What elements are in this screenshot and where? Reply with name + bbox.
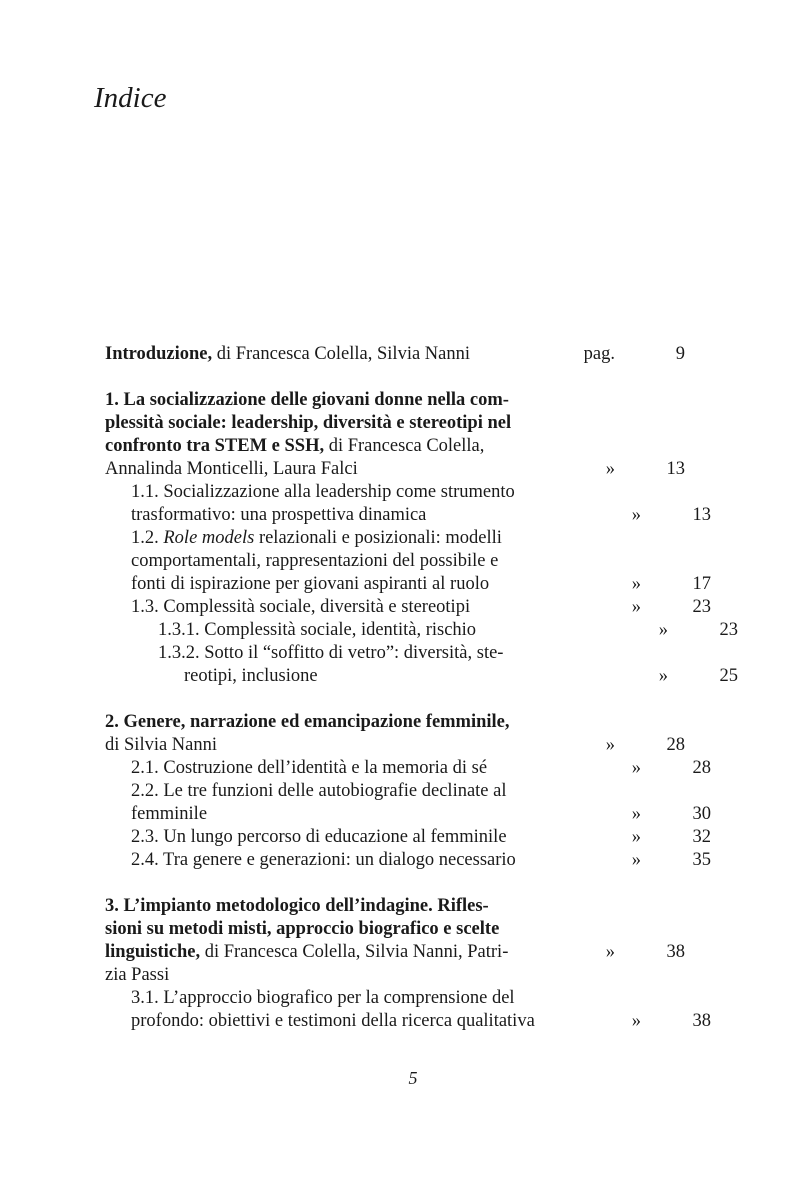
toc-entry-chapter-2[interactable] — [105, 711, 695, 757]
intro-authors: di Francesca Colella, Silvia Nanni — [212, 344, 471, 364]
ditto-mark: » — [631, 574, 641, 594]
ditto-mark: » — [631, 804, 641, 824]
chapter-title-line: plessità sociale: leadership, diversità e stereotipi nel — [105, 413, 512, 433]
ditto-mark: » — [631, 758, 641, 778]
ditto-mark: » — [658, 666, 668, 686]
page-number: 9 — [675, 344, 685, 364]
chapter-authors: Annalinda Monticelli, Laura Falci — [105, 459, 358, 479]
section-title-line: 2.3. Un lungo percorso di educazione al femminile — [131, 827, 507, 847]
chapter-authors: di Francesca Colella, — [324, 436, 485, 456]
section-title-line: 2.1. Costruzione dell’identità e la memoria di sé — [131, 758, 488, 778]
ditto-mark: » — [605, 735, 615, 755]
page-title: Indice — [94, 82, 167, 114]
section-title-line: fonti di ispirazione per giovani aspiranti al ruolo — [131, 574, 490, 594]
page-number: 28 — [692, 758, 711, 778]
toc-entry-2-4[interactable] — [105, 849, 711, 872]
toc-entry-2-3[interactable] — [105, 826, 711, 849]
section-number: 1.2. — [131, 528, 164, 548]
ditto-mark: » — [631, 850, 641, 870]
chapter-authors: zia Passi — [105, 965, 170, 985]
section-title-line: profondo: obiettivi e testimoni della ricerca qualitativa — [131, 1011, 535, 1031]
section-title-line: 1.3. Complessità sociale, diversità e stereotipi — [131, 597, 471, 617]
section-title-line: 2.2. Le tre funzioni delle autobiografie declinate al — [131, 781, 507, 801]
page-number: 13 — [666, 459, 685, 479]
toc-entry-2-1[interactable] — [105, 757, 711, 780]
toc-entry-1-3[interactable] — [105, 596, 711, 619]
page-number: 30 — [692, 804, 711, 824]
section-title-line: comportamentali, rappresentazioni del possibile e — [131, 551, 499, 571]
subsection-title-line: 1.3.1. Complessità sociale, identità, rischio — [158, 620, 477, 640]
toc-entry-1-3-2[interactable] — [105, 642, 738, 688]
page-number: 35 — [692, 850, 711, 870]
ditto-mark: » — [658, 620, 668, 640]
section-title-line: 3.1. L’approccio biografico per la comprensione del — [131, 988, 515, 1008]
footer-page-number: 5 — [408, 1068, 418, 1088]
toc-entry-1-3-1[interactable] — [105, 619, 738, 642]
toc-entry-1-1[interactable] — [105, 481, 711, 527]
section-title-line: trasformativo: una prospettiva dinamica — [131, 505, 427, 525]
chapter-title-line: 3. L’impianto metodologico dell’indagine. Rifles- — [105, 896, 489, 916]
page-number: 23 — [719, 620, 738, 640]
chapter-authors: di Silvia Nanni — [105, 735, 218, 755]
ditto-mark: » — [605, 942, 615, 962]
page-number: 28 — [666, 735, 685, 755]
toc-entry-intro[interactable] — [105, 343, 695, 366]
chapter-title-line: 2. Genere, narrazione ed emancipazione femminile, — [105, 712, 510, 732]
toc-entry-2-2[interactable] — [105, 780, 711, 826]
page-label: pag. — [583, 344, 615, 364]
page-number: 25 — [719, 666, 738, 686]
page-number: 13 — [692, 505, 711, 525]
toc-entry-1-2[interactable] — [105, 527, 711, 596]
subsection-title-line: reotipi, inclusione — [184, 666, 318, 686]
toc-entry-chapter-1[interactable] — [105, 389, 695, 481]
page-number: 32 — [692, 827, 711, 847]
chapter-title-line: 1. La socializzazione delle giovani donne nella com- — [105, 390, 509, 410]
intro-title: Introduzione, — [105, 344, 213, 364]
ditto-mark: » — [631, 1011, 641, 1031]
chapter-title-line: confronto tra STEM e SSH, — [105, 436, 325, 456]
chapter-authors: di Francesca Colella, Silvia Nanni, Patri- — [200, 942, 509, 962]
section-title-line: 1.1. Socializzazione alla leadership come strumento — [131, 482, 515, 502]
page-number: 23 — [692, 597, 711, 617]
page-number: 17 — [692, 574, 711, 594]
page-number: 38 — [692, 1011, 711, 1031]
toc-entry-chapter-3[interactable] — [105, 895, 695, 987]
chapter-title-line: sioni su metodi misti, approccio biografico e scelte — [105, 919, 500, 939]
toc-entry-3-1[interactable] — [105, 987, 711, 1033]
section-title-line: 2.4. Tra genere e generazioni: un dialogo necessario — [131, 850, 516, 870]
ditto-mark: » — [631, 827, 641, 847]
section-title-line: femminile — [131, 804, 208, 824]
page-number: 38 — [666, 942, 685, 962]
chapter-title-line: linguistiche, — [105, 942, 201, 962]
subsection-title-line: 1.3.2. Sotto il “soffitto di vetro”: diversità, ste- — [158, 643, 504, 663]
ditto-mark: » — [631, 597, 641, 617]
section-title-line: relazionali e posizionali: modelli — [254, 528, 502, 548]
ditto-mark: » — [605, 459, 615, 479]
ditto-mark: » — [631, 505, 641, 525]
section-title-italic: Role models — [163, 528, 255, 548]
table-of-contents — [105, 343, 738, 1033]
